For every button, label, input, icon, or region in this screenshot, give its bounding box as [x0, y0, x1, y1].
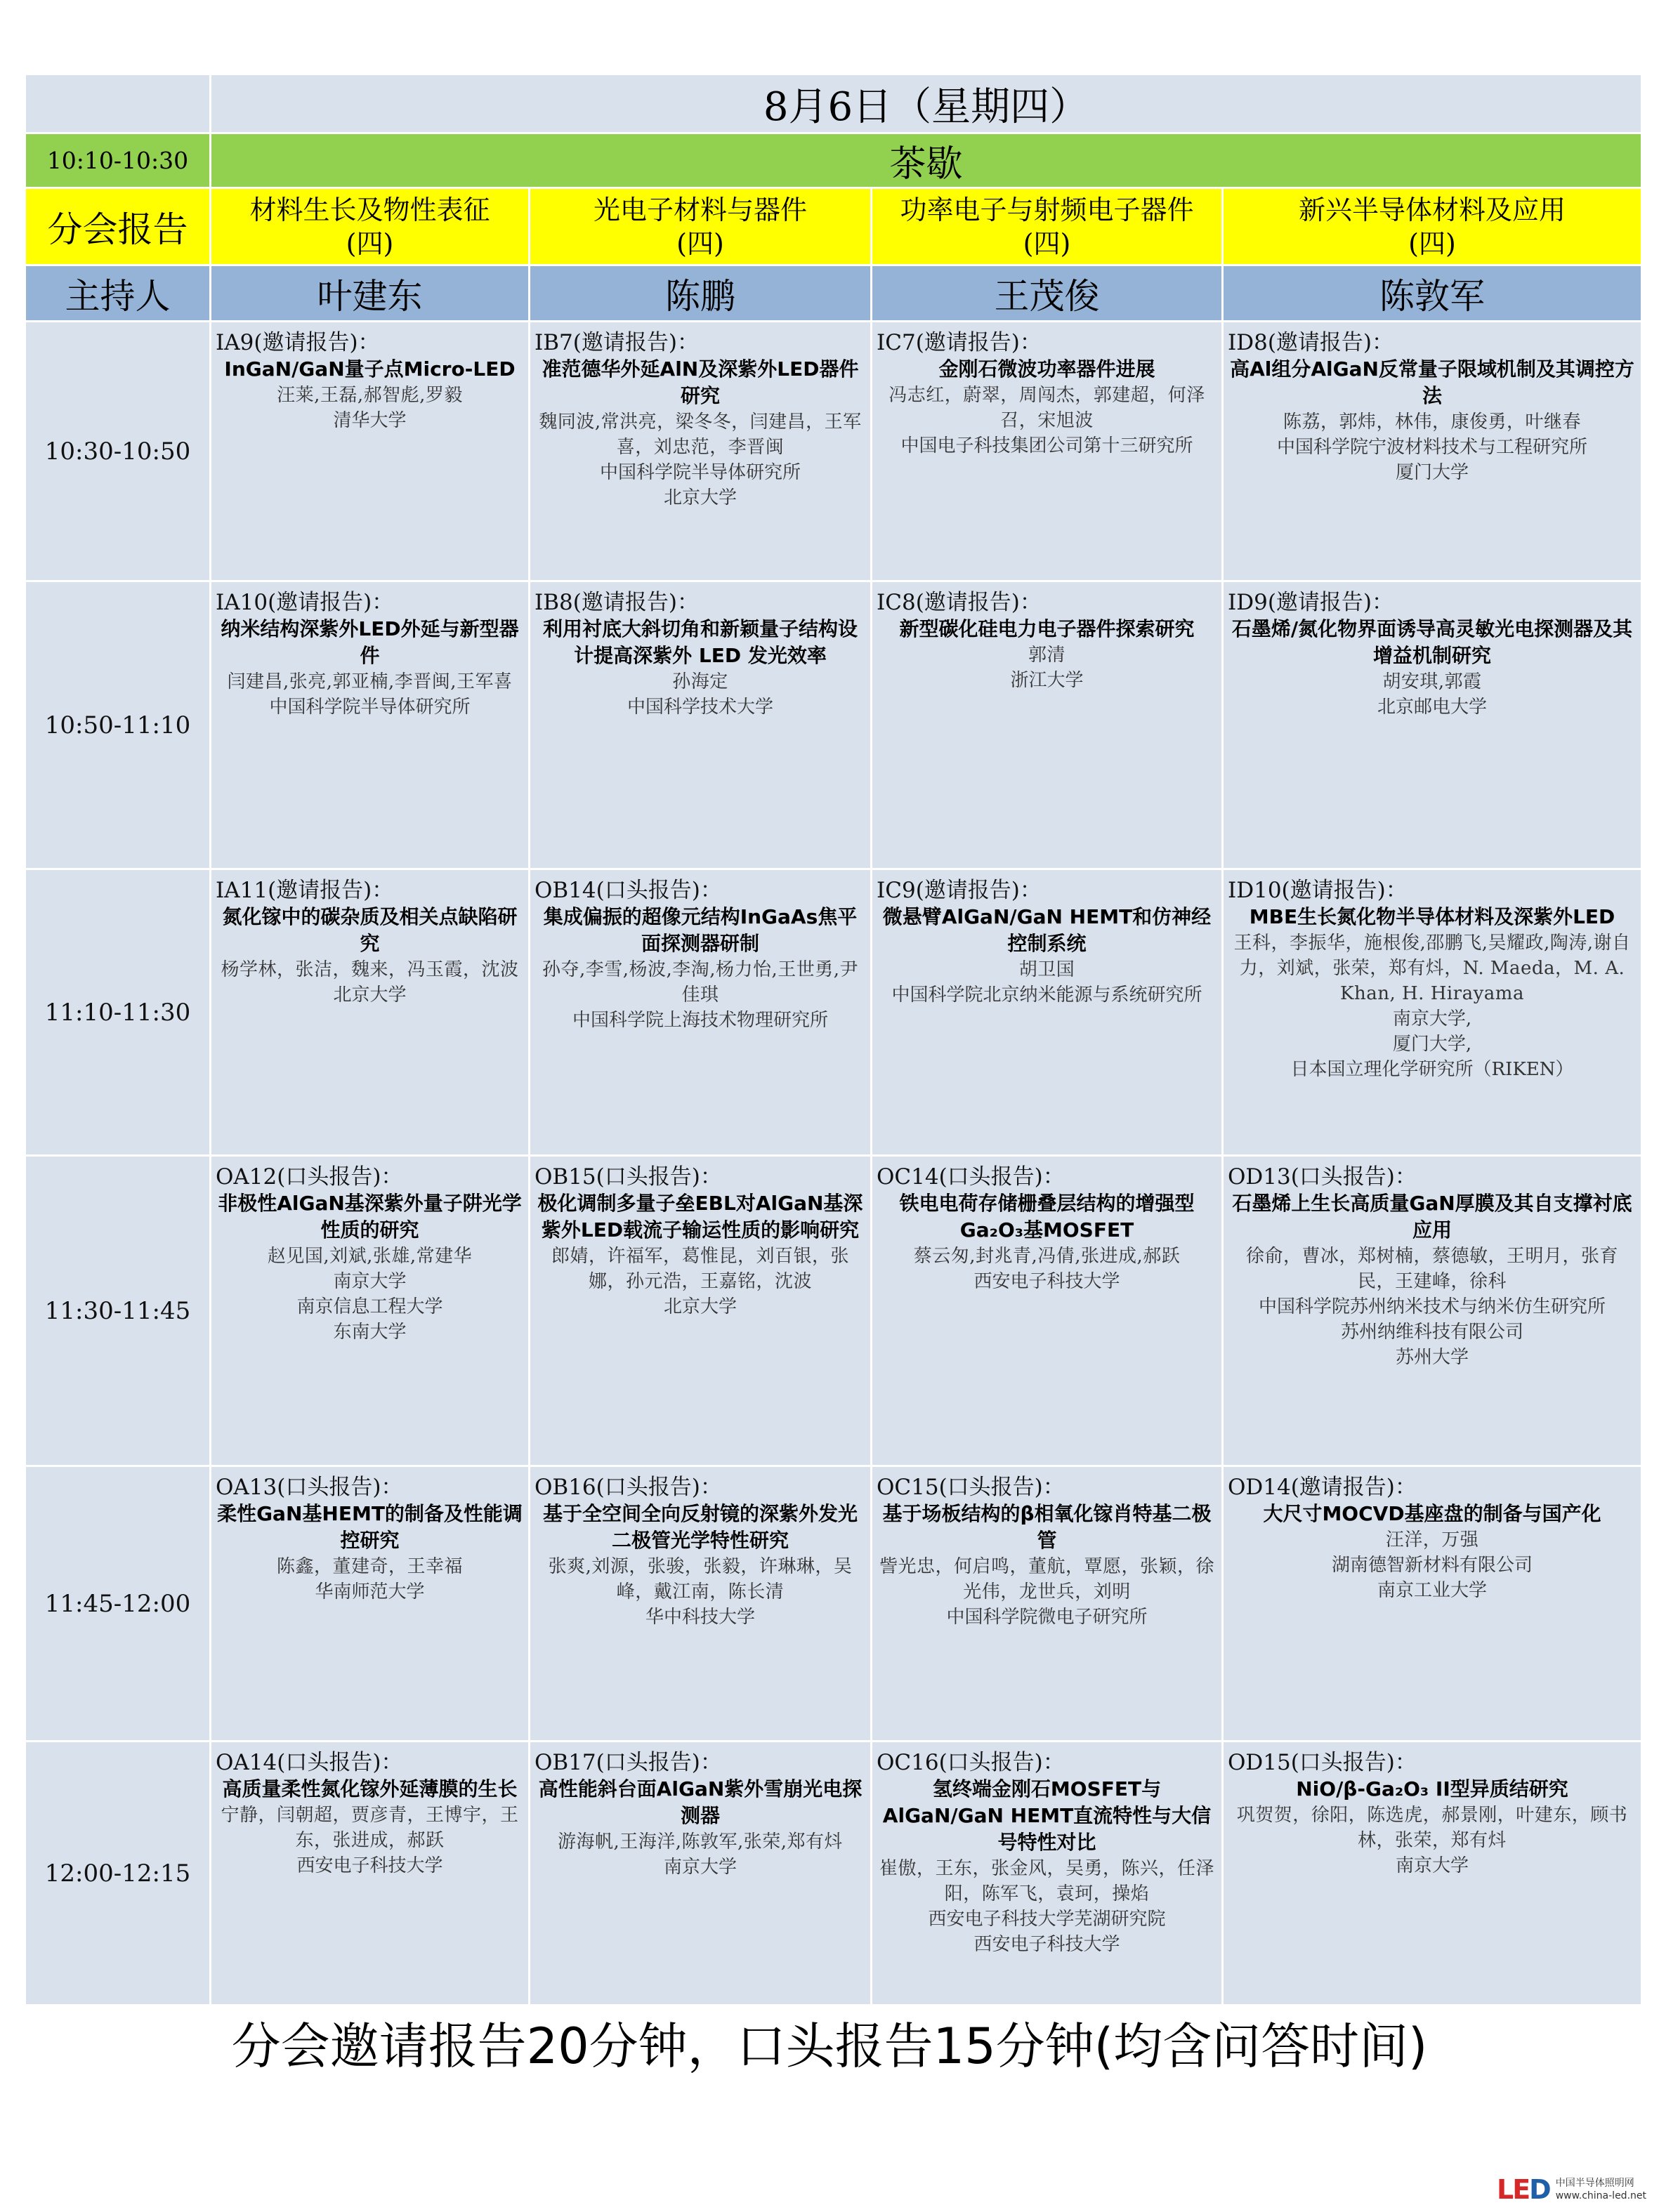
talk-authors: 訾光忠，何启鸣，董航，覃愿，张颖，徐光伟，龙世兵，刘明 — [879, 1556, 1214, 1602]
track-name: 功率电子与射频电子器件 — [900, 194, 1194, 225]
talk-code: OD14(邀请报告)： — [1228, 1475, 1417, 1500]
talk-cell — [1223, 869, 1642, 1156]
talk-code: IA10(邀请报告)： — [216, 590, 394, 615]
track-header — [211, 188, 530, 265]
talk-code: OB14(口头报告)： — [535, 878, 722, 903]
talk-cell — [872, 1156, 1223, 1466]
talk-cell — [872, 1466, 1223, 1742]
talk-code: OA12(口头报告)： — [216, 1164, 403, 1190]
slot-row — [25, 1156, 1642, 1466]
host-name: 叶建东 — [211, 265, 530, 322]
talk-title: 铁电电荷存储栅叠层结构的增强型Ga₂O₃基MOSFET — [899, 1192, 1195, 1242]
talk-affiliations: 南京大学 — [663, 1857, 737, 1878]
talk-title: 新型碳化硅电力电子器件探索研究 — [899, 617, 1195, 640]
talk-title: InGaN/GaN量子点Micro-LED — [224, 357, 516, 381]
talk-cell — [1223, 1742, 1642, 2006]
talk-code: OC14(口头报告)： — [877, 1164, 1065, 1190]
talk-authors: 徐俞，曹冰，郑树楠，蔡德敏，王明月，张育民，王建峰，徐科 — [1246, 1246, 1619, 1292]
talk-code: OC15(口头报告)： — [877, 1475, 1065, 1500]
talk-title: 柔性GaN基HEMT的制备及性能调控研究 — [217, 1502, 523, 1552]
talk-cell — [872, 581, 1223, 869]
talk-authors: 孙夺,李雪,杨波,李淘,杨力怡,王世勇,尹佳琪 — [542, 959, 859, 1006]
slot-rows — [25, 322, 1642, 2006]
talk-cell — [1223, 581, 1642, 869]
talk-authors: 杨学林，张洁，魏来，冯玉霞，沈波 — [221, 959, 519, 980]
session-row — [25, 188, 1642, 265]
track-part: (四) — [1023, 228, 1071, 259]
talk-code: OA14(口头报告)： — [216, 1750, 403, 1775]
talk-title: 微悬臂AlGaN/GaN HEMT和仿神经控制系统 — [882, 905, 1212, 955]
talk-affiliations: 浙江大学 — [1010, 670, 1084, 691]
talk-title: 氢终端金刚石MOSFET与AlGaN/GaN HEMT直流特性与大信号特性对比 — [882, 1777, 1212, 1854]
talk-authors: 郭清 — [1028, 645, 1065, 666]
talk-cell — [872, 869, 1223, 1156]
talk-affiliations: 南京大学 — [1396, 1855, 1469, 1876]
talk-authors: 闫建昌,张亮,郭亚楠,李晋闽,王军喜 — [227, 671, 513, 692]
talk-authors: 胡安琪,郭霞 — [1382, 671, 1482, 692]
talk-title: NiO/β-Ga₂O₃ II型异质结研究 — [1296, 1777, 1568, 1800]
talk-affiliations: 清华大学 — [333, 410, 407, 431]
footnote: 分会邀请报告20分钟，口头报告15分钟(均含问答时间) — [231, 2017, 1428, 2075]
talk-title: 利用衬底大斜切角和新颖量子结构设计提高深紫外 LED 发光效率 — [542, 617, 858, 667]
talk-authors: 张爽,刘源，张骏，张毅，许琳琳，吴峰，戴江南，陈长清 — [548, 1556, 853, 1602]
talk-title: 高质量柔性氮化镓外延薄膜的生长 — [222, 1777, 518, 1800]
talk-code: OD15(口头报告)： — [1228, 1750, 1417, 1775]
track-part: (四) — [1408, 228, 1456, 259]
track-header — [872, 188, 1223, 265]
talk-authors: 汪洋，万强 — [1385, 1529, 1479, 1551]
talk-code: IC9(邀请报告)： — [877, 878, 1042, 903]
slot-time: 12:00-12:15 — [25, 1742, 211, 2006]
talk-cell — [1223, 1466, 1642, 1742]
talk-code: ID9(邀请报告)： — [1228, 590, 1394, 615]
talk-title: 基于全空间全向反射镜的深紫外发光二极管光学特性研究 — [542, 1502, 858, 1552]
talk-affiliations: 中国电子科技集团公司第十三研究所 — [900, 435, 1193, 456]
talk-authors: 冯志红，蔚翠，周闯杰，郭建超，何泽召，宋旭波 — [888, 385, 1205, 431]
talk-cell — [530, 1466, 872, 1742]
date-header: 8月6日（星期四） — [211, 74, 1642, 133]
talk-authors: 汪莱,王磊,郝智彪,罗毅 — [277, 385, 463, 406]
talk-cell — [530, 869, 872, 1156]
slot-row — [25, 322, 1642, 581]
talk-code: OC16(口头报告)： — [877, 1750, 1065, 1775]
talk-authors: 游海帆,王海洋,陈敦军,张荣,郑有炓 — [557, 1831, 844, 1852]
talk-authors: 胡卫国 — [1018, 959, 1075, 980]
talk-cell — [530, 581, 872, 869]
slot-row — [25, 1466, 1642, 1742]
talk-title: 石墨烯上生长高质量GaN厚膜及其自支撑衬底应用 — [1232, 1192, 1632, 1242]
talk-cell — [872, 322, 1223, 581]
talk-title: 高Al组分AlGaN反常量子限域机制及其调控方法 — [1230, 357, 1634, 407]
talk-code: IB8(邀请报告)： — [535, 590, 699, 615]
talk-title: 高性能斜台面AlGaN紫外雪崩光电探测器 — [538, 1777, 863, 1827]
talk-affiliations: 中国科学技术大学 — [627, 697, 773, 718]
break-label: 茶歇 — [211, 133, 1642, 188]
track-name: 新兴半导体材料及应用 — [1299, 194, 1566, 225]
talk-affiliations: 南京大学 南京信息工程大学 东南大学 — [296, 1271, 443, 1343]
talk-affiliations: 中国科学院北京纳米能源与系统研究所 — [891, 985, 1202, 1006]
talk-authors: 崔傲，王东，张金风，吴勇，陈兴，任泽阳，陈军飞，袁珂，操焰 — [879, 1858, 1214, 1904]
break-row — [25, 133, 1642, 188]
talk-title: 准范德华外延AlN及深紫外LED器件研究 — [542, 357, 859, 407]
talk-title: 基于场板结构的β相氧化镓肖特基二极管 — [882, 1502, 1212, 1552]
talk-affiliations: 华南师范大学 — [315, 1581, 425, 1602]
talk-authors: 孙海定 — [672, 671, 728, 692]
talk-affiliations: 湖南德智新材料有限公司 南京工业大学 — [1332, 1555, 1533, 1601]
schedule-table — [24, 73, 1643, 2006]
slot-row — [25, 581, 1642, 869]
talk-title: MBE生长氮化物半导体材料及深紫外LED — [1249, 905, 1615, 928]
track-header — [1223, 188, 1642, 265]
talk-cell — [1223, 322, 1642, 581]
track-name: 光电子材料与器件 — [593, 194, 807, 225]
talk-authors: 陈鑫，董建奇，王幸福 — [276, 1556, 463, 1577]
talk-affiliations: 中国科学院半导体研究所 北京大学 — [599, 462, 801, 508]
talk-cell — [530, 1156, 872, 1466]
logo-text: 中国半导体照明网 www.china-led.net — [1555, 2178, 1646, 2201]
site-logo — [1497, 2174, 1646, 2205]
talk-affiliations: 中国科学院苏州纳米技术与纳米仿生研究所 苏州纳维科技有限公司 苏州大学 — [1259, 1296, 1606, 1368]
slot-time: 11:45-12:00 — [25, 1466, 211, 1742]
talk-affiliations: 中国科学院微电子研究所 — [946, 1607, 1148, 1628]
track-part: (四) — [346, 228, 394, 259]
talk-cell — [211, 581, 530, 869]
talk-authors: 宁静，闫朝超，贾彦青，王博宇，王东，张进成，郝跃 — [221, 1805, 519, 1851]
talk-title: 非极性AlGaN基深紫外量子阱光学性质的研究 — [218, 1192, 522, 1242]
talk-cell — [211, 322, 530, 581]
talk-cell — [211, 869, 530, 1156]
logo-mark: LED — [1496, 2174, 1550, 2205]
talk-title: 纳米结构深紫外LED外延与新型器件 — [221, 617, 519, 667]
talk-cell — [211, 1466, 530, 1742]
talk-code: OD13(口头报告)： — [1228, 1164, 1417, 1190]
talk-code: ID8(邀请报告)： — [1228, 330, 1394, 355]
slot-time: 10:30-10:50 — [25, 322, 211, 581]
talk-cell — [211, 1156, 530, 1466]
slot-row — [25, 1742, 1642, 2006]
talk-code: OA13(口头报告)： — [216, 1475, 403, 1500]
talk-affiliations: 西安电子科技大学 — [973, 1271, 1120, 1292]
talk-code: IC7(邀请报告)： — [877, 330, 1042, 355]
slot-time: 11:10-11:30 — [25, 869, 211, 1156]
session-label: 分会报告 — [25, 188, 211, 265]
talk-affiliations: 西安电子科技大学 — [296, 1855, 443, 1876]
corner-cell — [25, 74, 211, 133]
track-header — [530, 188, 872, 265]
date-row — [25, 74, 1642, 133]
slot-time: 11:30-11:45 — [25, 1156, 211, 1466]
host-row — [25, 265, 1642, 322]
talk-title: 极化调制多量子垒EBL对AlGaN基深紫外LED载流子输运性质的影响研究 — [537, 1192, 863, 1242]
talk-code: OB16(口头报告)： — [535, 1475, 722, 1500]
talk-authors: 王科，李振华，施根俊,邵鹏飞,吴耀政,陶涛,谢自力，刘斌，张荣，郑有炓，N. Maeda，M. A. Khan, H. Hirayama — [1233, 933, 1631, 1004]
talk-authors: 魏同波,常洪亮，梁冬冬，闫建昌，王军喜，刘忠范，李晋闽 — [539, 412, 862, 458]
host-name: 陈敦军 — [1223, 265, 1642, 322]
talk-cell — [530, 322, 872, 581]
talk-title: 石墨烯/氮化物界面诱导高灵敏光电探测器及其增益机制研究 — [1231, 617, 1633, 667]
talk-affiliations: 华中科技大学 — [645, 1607, 755, 1628]
talk-code: IC8(邀请报告)： — [877, 590, 1042, 615]
talk-cell — [211, 1742, 530, 2006]
talk-code: ID10(邀请报告)： — [1228, 878, 1408, 903]
talk-affiliations: 中国科学院宁波材料技术与工程研究所 厦门大学 — [1277, 437, 1588, 483]
talk-authors: 巩贺贺，徐阳，陈选虎，郝景刚，叶建东，顾书林，张荣，郑有炓 — [1236, 1805, 1628, 1851]
talk-cell — [1223, 1156, 1642, 1466]
talk-title: 金刚石微波功率器件进展 — [938, 357, 1155, 381]
talk-affiliations: 中国科学院半导体研究所 — [269, 697, 471, 718]
talk-affiliations: 南京大学, 厦门大学, 日本国立理化学研究所（RIKEN） — [1290, 1008, 1574, 1080]
slot-time: 10:50-11:10 — [25, 581, 211, 869]
talk-code: IA11(邀请报告)： — [216, 878, 394, 903]
talk-cell — [872, 1742, 1223, 2006]
talk-authors: 陈荔，郭炜，林伟，康俊勇，叶继春 — [1283, 412, 1582, 433]
talk-code: OB15(口头报告)： — [535, 1164, 722, 1190]
talk-code: IA9(邀请报告)： — [216, 330, 380, 355]
talk-title: 集成偏振的超像元结构InGaAs焦平面探测器研制 — [543, 905, 858, 955]
talk-code: OB17(口头报告)： — [535, 1750, 722, 1775]
talk-affiliations: 中国科学院上海技术物理研究所 — [572, 1010, 828, 1031]
talk-affiliations: 西安电子科技大学芜湖研究院 西安电子科技大学 — [928, 1909, 1166, 1955]
talk-affiliations: 北京大学 — [663, 1296, 737, 1317]
track-name: 材料生长及物性表征 — [249, 194, 490, 225]
talk-authors: 赵见国,刘斌,张雄,常建华 — [267, 1246, 473, 1267]
talk-code: IB7(邀请报告)： — [535, 330, 699, 355]
track-part: (四) — [676, 228, 724, 259]
talk-authors: 蔡云匆,封兆青,冯倩,张进成,郝跃 — [913, 1246, 1181, 1267]
host-label: 主持人 — [25, 265, 211, 322]
talk-title: 氮化镓中的碳杂质及相关点缺陷研究 — [222, 905, 518, 955]
talk-affiliations: 北京大学 — [333, 985, 407, 1006]
slot-row — [25, 869, 1642, 1156]
host-name: 王茂俊 — [872, 265, 1223, 322]
talk-title: 大尺寸MOCVD基座盘的制备与国产化 — [1263, 1502, 1601, 1525]
talk-cell — [530, 1742, 872, 2006]
host-name: 陈鹏 — [530, 265, 872, 322]
break-time: 10:10-10:30 — [25, 133, 211, 188]
talk-authors: 郎婧，许福军，葛惟昆，刘百银，张娜，孙元浩，王嘉铭，沈波 — [551, 1246, 849, 1292]
talk-affiliations: 北京邮电大学 — [1377, 697, 1488, 718]
